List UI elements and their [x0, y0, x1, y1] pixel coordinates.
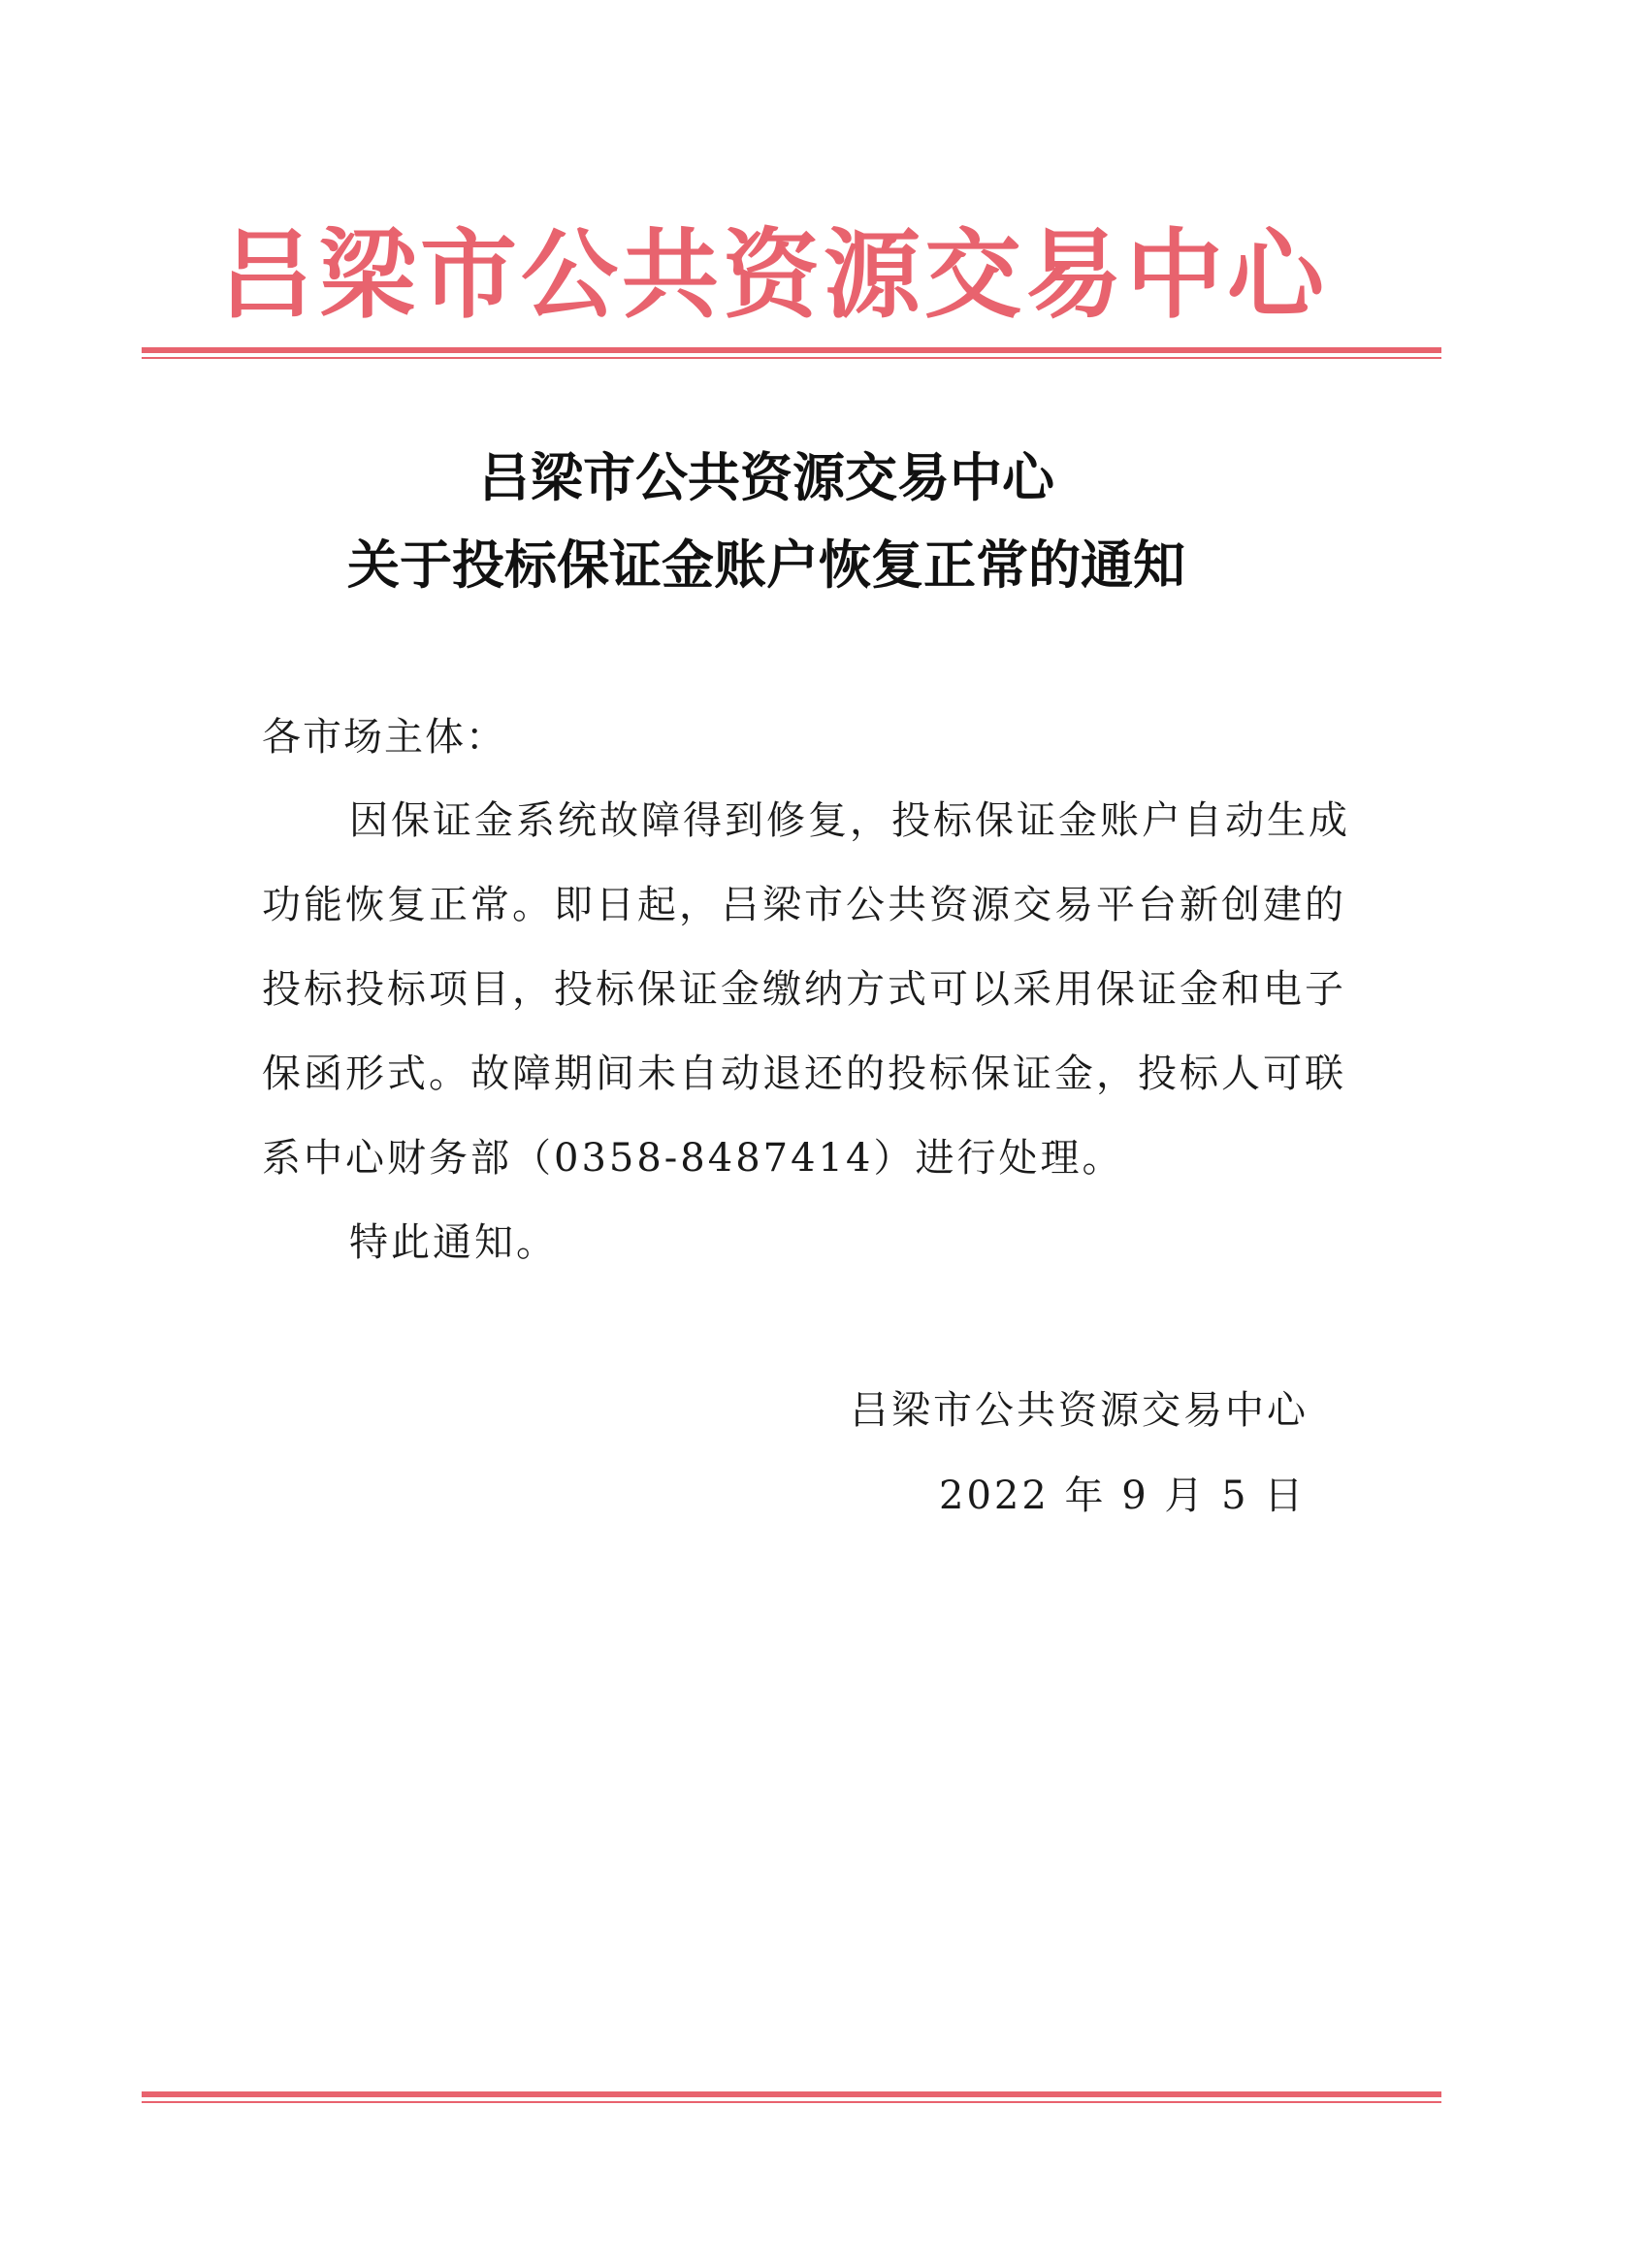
signature-date: 2022 年 9 月 5 日 [939, 1474, 1307, 1518]
signature-org: 吕梁市公共资源交易中心 [850, 1388, 1309, 1433]
divider-thin-line [142, 357, 1441, 359]
document-title-line-1: 吕梁市公共资源交易中心 [478, 447, 1054, 508]
letterhead-divider-top [142, 347, 1441, 359]
letterhead-org-name: 吕梁市公共资源交易中心 [218, 217, 1328, 332]
paragraph-line: 系中心财务部（0358-8487414）进行处理。 [262, 1136, 1124, 1181]
footer-divider [142, 2091, 1441, 2103]
paragraph-line: 功能恢复正常。即日起，吕梁市公共资源交易平台新创建的 [262, 883, 1346, 927]
paragraph-line: 保函形式。故障期间未自动退还的投标保证金，投标人可联 [262, 1052, 1346, 1096]
closing-remark: 特此通知。 [349, 1220, 558, 1265]
paragraph-line: 投标投标项目，投标保证金缴纳方式可以采用保证金和电子 [262, 967, 1346, 1012]
divider-thin-line [142, 2101, 1441, 2103]
paragraph-line: 因保证金系统故障得到修复，投标保证金账户自动生成 [349, 798, 1350, 843]
salutation: 各市场主体： [262, 715, 506, 760]
document-title-line-2: 关于投标保证金账户恢复正常的通知 [347, 535, 1185, 596]
